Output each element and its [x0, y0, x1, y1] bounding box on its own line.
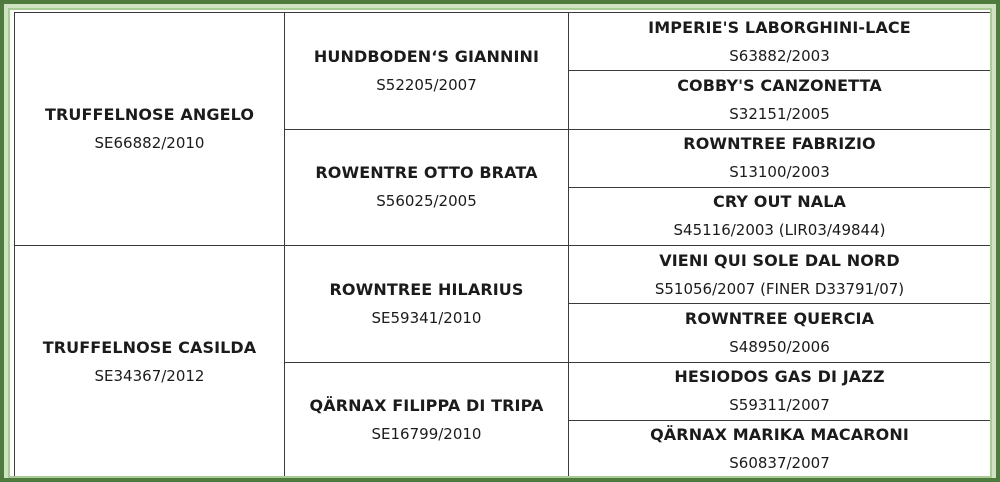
maternal-grandsire-name: ROWNTREE HILARIUS	[329, 279, 524, 299]
paternal-granddam-cell	[285, 129, 569, 246]
pedigree-panel	[8, 8, 992, 478]
paternal-granddam-name: ROWENTRE OTTO BRATA	[315, 163, 538, 183]
ancestor-name: ROWNTREE QUERCIA	[684, 308, 875, 328]
paternal-grandsire-name: HUNDBODEN‘S GIANNINI	[313, 46, 540, 66]
ancestor-reg: S63882/2003	[729, 46, 830, 65]
ancestor-name: VIENI QUI SOLE DAL NORD	[659, 250, 900, 270]
ancestor-name: ROWNTREE FABRIZIO	[683, 134, 876, 154]
paternal-grandsire-cell	[285, 13, 569, 130]
maternal-granddam-cell	[285, 362, 569, 478]
ancestor-name: IMPERIE'S LABORGHINI-LACE	[648, 17, 911, 37]
ancestor-reg: S59311/2007	[729, 396, 830, 415]
pedigree-row	[15, 246, 991, 304]
ancestor-reg: S32151/2005	[729, 104, 830, 123]
pedigree-row	[15, 13, 991, 71]
sire-cell	[15, 13, 285, 246]
paternal-granddam-reg: S56025/2005	[376, 192, 477, 211]
ancestor-cell-2	[569, 71, 991, 129]
dam-name: TRUFFELNOSE CASILDA	[42, 338, 257, 357]
ancestor-cell-6	[569, 304, 991, 362]
dam-cell	[15, 246, 285, 479]
ancestor-cell-1	[569, 13, 991, 71]
ancestor-reg: S48950/2006	[729, 337, 830, 356]
ancestor-cell-4	[569, 187, 991, 245]
ancestor-reg: S45116/2003 (LIR03/49844)	[673, 221, 886, 240]
ancestor-cell-5	[569, 246, 991, 304]
sire-name: TRUFFELNOSE ANGELO	[44, 105, 255, 124]
sire-reg: SE66882/2010	[94, 134, 205, 152]
maternal-granddam-name: QÄRNAX FILIPPA DI TRIPA	[309, 396, 544, 416]
ancestor-cell-7	[569, 362, 991, 420]
ancestor-reg: S60837/2007	[729, 454, 830, 473]
ancestor-reg: S51056/2007 (FINER D33791/07)	[654, 279, 905, 298]
pedigree-table	[14, 12, 991, 478]
ancestor-name: QÄRNAX MARIKA MACARONI	[650, 425, 909, 445]
paternal-grandsire-reg: S52205/2007	[376, 75, 477, 94]
dam-reg: SE34367/2012	[94, 367, 205, 385]
ancestor-cell-8	[569, 420, 991, 478]
maternal-grandsire-reg: SE59341/2010	[371, 308, 482, 327]
ancestor-reg: S13100/2003	[729, 163, 830, 182]
maternal-granddam-reg: SE16799/2010	[371, 425, 482, 444]
ancestor-name: HESIODOS GAS DI JAZZ	[674, 367, 885, 387]
ancestor-name: COBBY'S CANZONETTA	[677, 75, 882, 95]
ancestor-name: CRY OUT NALA	[713, 192, 846, 212]
ancestor-cell-3	[569, 129, 991, 187]
maternal-grandsire-cell	[285, 246, 569, 363]
